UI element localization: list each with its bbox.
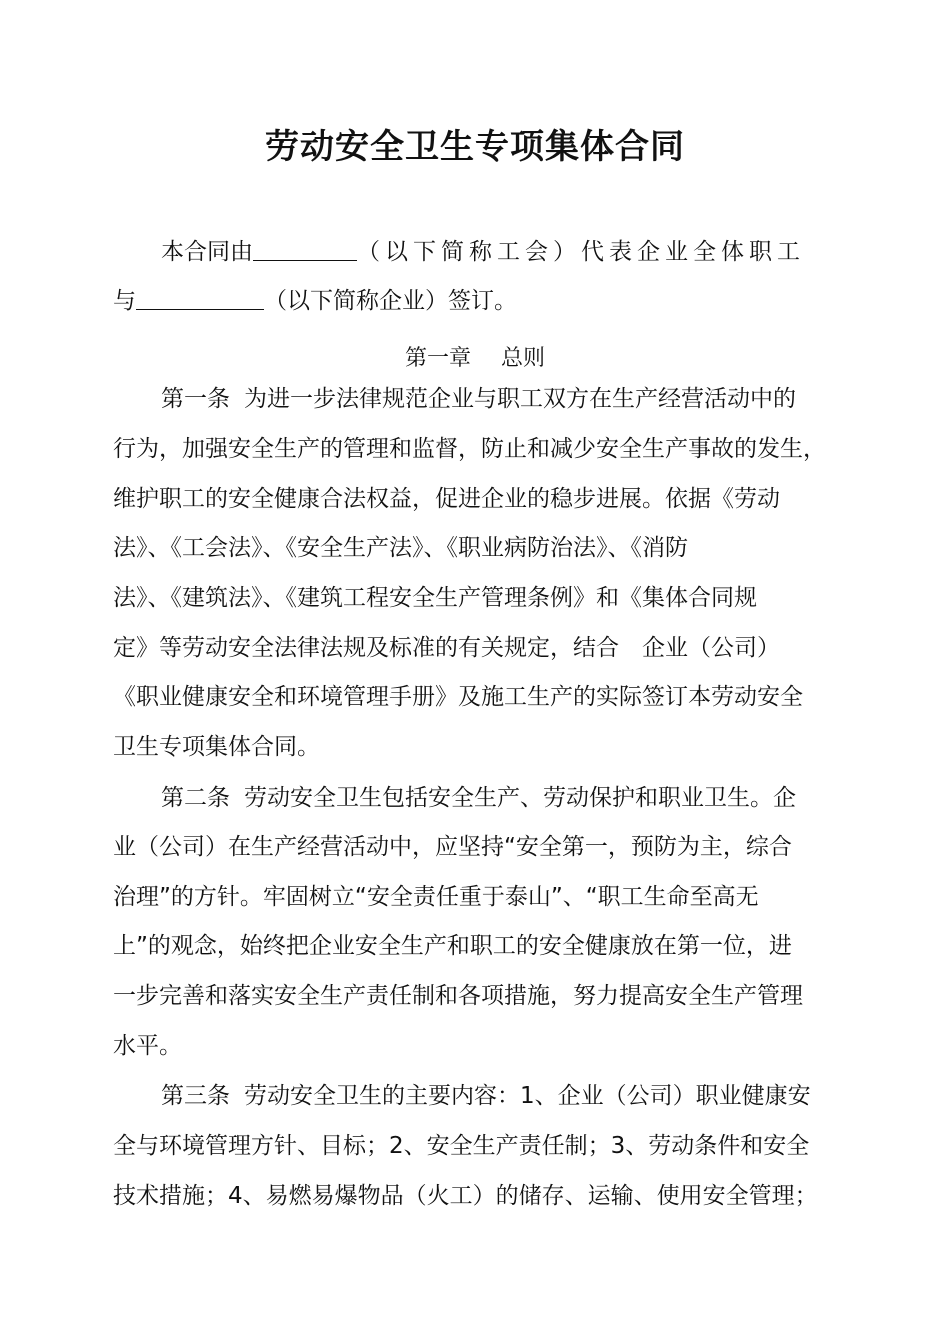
article-1-line: 卫生专项集体合同。 xyxy=(113,734,320,760)
document-title: 劳动安全卫生专项集体合同 xyxy=(265,127,685,167)
preamble-text: （以下简称企业）签订。 xyxy=(264,288,517,314)
blank-union-name xyxy=(253,236,357,261)
article-text: 为进一步法律规范企业与职工双方在生产经营活动中的 xyxy=(244,386,796,412)
article-1-line: 行为，加强安全生产的管理和监督，防止和减少安全生产事故的发生， xyxy=(113,436,826,462)
chapter-heading xyxy=(0,343,950,375)
article-1-line: 定》等劳动安全法律法规及标准的有关规定，结合 企业（公司） xyxy=(113,635,780,661)
article-2-line: 业（公司）在生产经营活动中，应坚持“安全第一，预防为主，综合 xyxy=(113,834,792,860)
preamble-text: （以下简称工会）代表企业全体职工 xyxy=(357,239,805,265)
chapter-name: 总则 xyxy=(501,346,546,371)
article-2-line: 上”的观念，始终把企业安全生产和职工的安全健康放在第一位，进 xyxy=(113,933,792,959)
article-text: 劳动安全卫生包括安全生产、劳动保护和职业卫生。企 xyxy=(244,785,796,811)
article-1-line: 法》、《建筑法》、《建筑工程安全生产管理条例》和《集体合同规 xyxy=(113,585,757,611)
article-3-line: 全与环境管理方针、目标；2、安全生产责任制；3、劳动条件和安全 xyxy=(113,1133,810,1159)
article-label: 第一条 xyxy=(161,386,230,412)
preamble-line-2 xyxy=(113,285,838,317)
preamble-text: 本合同由 xyxy=(161,239,253,265)
article-1-line: 《职业健康安全和环境管理手册》及施工生产的实际签订本劳动安全 xyxy=(113,684,803,710)
chapter-number: 第一章 xyxy=(404,346,471,371)
article-3-line: 技术措施；4、易燃易爆物品（火工）的储存、运输、使用安全管理； xyxy=(113,1183,818,1209)
preamble-text: 与 xyxy=(113,288,136,314)
article-label: 第三条 xyxy=(161,1083,230,1109)
article-2-line xyxy=(161,782,838,814)
article-1-line: 法》、《工会法》、《安全生产法》、《职业病防治法》、《消防 xyxy=(113,535,688,561)
article-text: 劳动安全卫生的主要内容：1、企业（公司）职业健康安 xyxy=(244,1083,811,1109)
article-label: 第二条 xyxy=(161,785,230,811)
article-1-line xyxy=(161,383,838,415)
article-1-line: 维护职工的安全健康合法权益，促进企业的稳步进展。依据《劳动 xyxy=(113,486,780,512)
article-2-line: 一步完善和落实安全生产责任制和各项措施，努力提高安全生产管理 xyxy=(113,983,803,1009)
article-3-line xyxy=(161,1080,838,1112)
article-2-line: 治理”的方针。牢固树立“安全责任重于泰山”、“职工生命至高无 xyxy=(113,884,759,910)
article-2-line: 水平。 xyxy=(113,1033,182,1059)
preamble-line-1 xyxy=(161,236,838,268)
blank-company-name xyxy=(136,285,264,310)
